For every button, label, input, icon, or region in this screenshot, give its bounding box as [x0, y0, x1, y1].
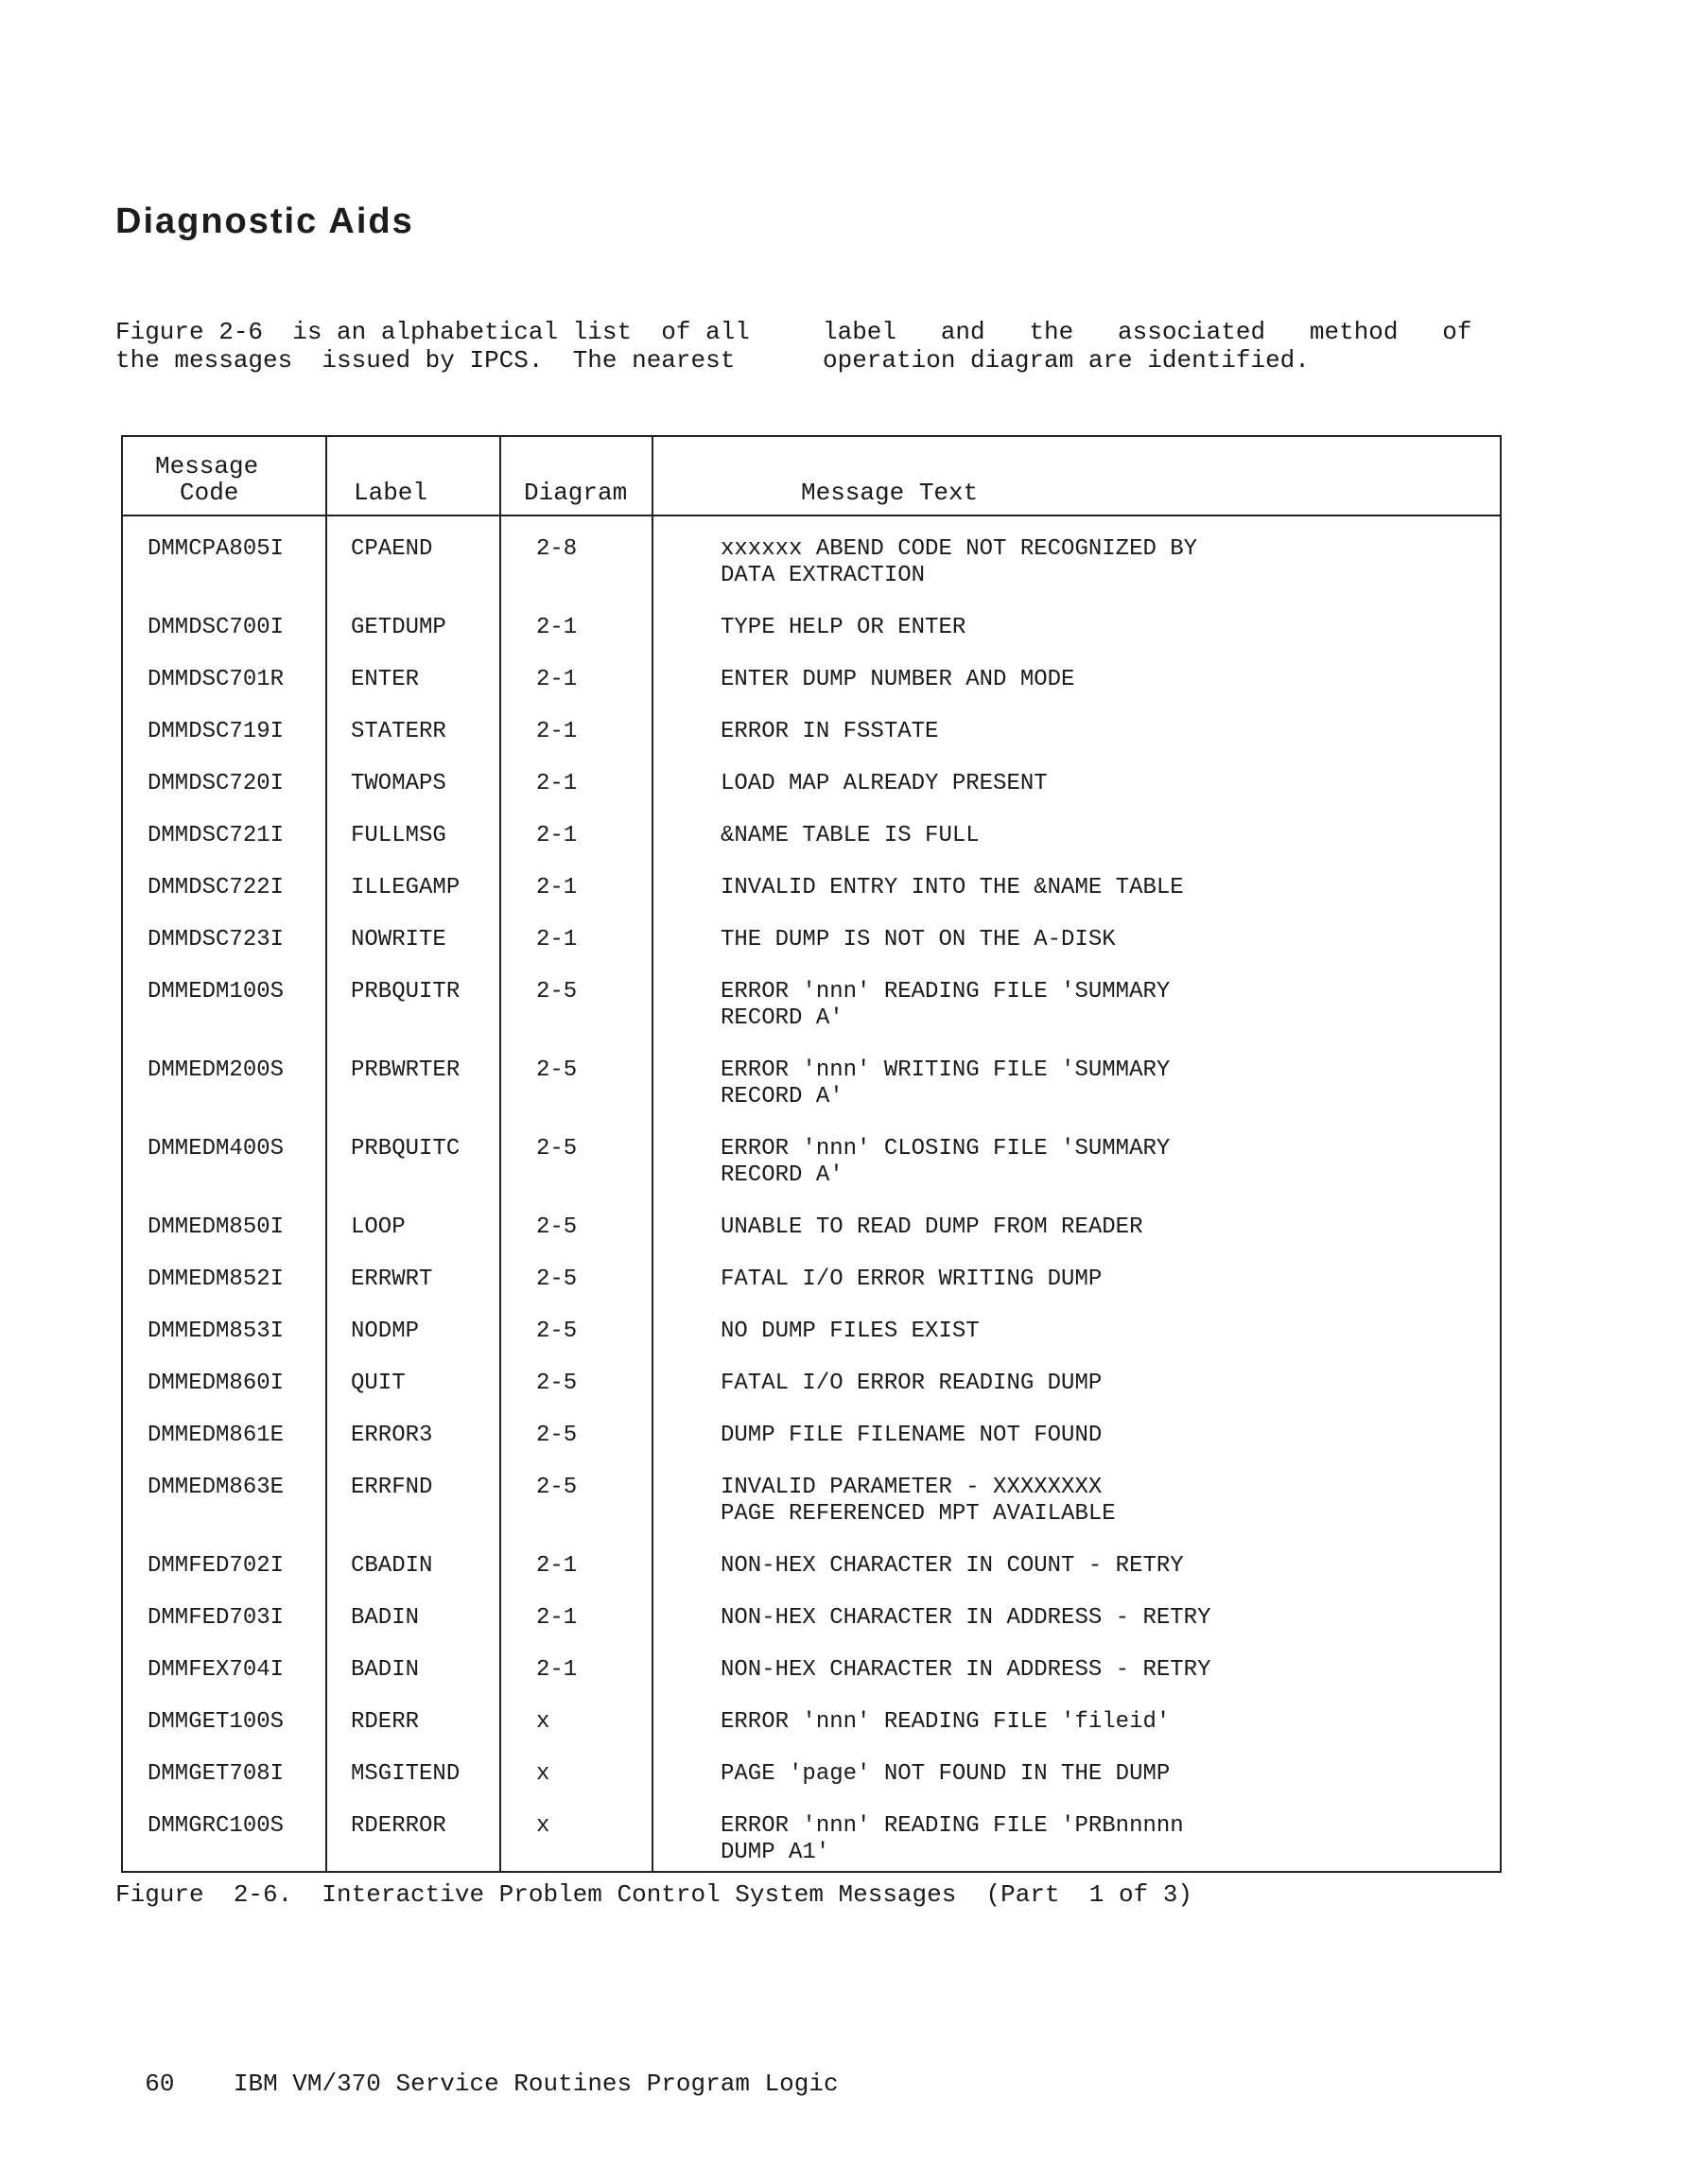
message-text-line: NON-HEX CHARACTER IN ADDRESS - RETRY — [721, 1657, 1211, 1683]
diagram-cell: 2-5 — [536, 1319, 578, 1344]
header-code-line2: Code — [180, 479, 239, 507]
label-cell: LOOP — [351, 1214, 406, 1240]
intro-paragraph — [115, 318, 1505, 375]
diagram-cell: 2-1 — [536, 927, 578, 952]
diagram-cell: x — [536, 1761, 550, 1787]
diagram-cell: 2-5 — [536, 979, 578, 1005]
message-text-line: ERROR 'nnn' CLOSING FILE 'SUMMARY — [721, 1136, 1171, 1162]
label-cell: ERROR3 — [351, 1423, 433, 1448]
message-code: DMMFEX704I — [148, 1657, 285, 1683]
message-code: DMMDSC723I — [148, 927, 285, 952]
label-cell: ERRWRT — [351, 1267, 433, 1292]
message-code: DMMEDM850I — [148, 1214, 285, 1240]
message-code: DMMEDM860I — [148, 1371, 285, 1396]
message-text-line: ERROR 'nnn' READING FILE 'SUMMARY — [721, 979, 1171, 1005]
label-cell: TWOMAPS — [351, 771, 446, 796]
message-code: DMMDSC719I — [148, 719, 285, 744]
header-diagram: Diagram — [524, 479, 628, 507]
header-code-line1: Message — [155, 452, 259, 480]
message-text-line: THE DUMP IS NOT ON THE A-DISK — [721, 927, 1116, 952]
message-code: DMMCPA805I — [148, 536, 285, 562]
message-code: DMMEDM200S — [148, 1057, 285, 1083]
diagram-cell: 2-1 — [536, 1657, 578, 1683]
label-cell: CPAEND — [351, 536, 433, 562]
header-message-text: Message Text — [801, 479, 979, 507]
message-code: DMMGRC100S — [148, 1813, 285, 1839]
figure-caption: Figure 2-6. Interactive Problem Control System Messages (Part 1 of 3) — [115, 1880, 1192, 1909]
message-code: DMMFED703I — [148, 1605, 285, 1631]
message-text-line: &NAME TABLE IS FULL — [721, 823, 980, 848]
message-code: DMMDSC722I — [148, 875, 285, 900]
diagram-cell: 2-8 — [536, 536, 578, 562]
label-cell: NOWRITE — [351, 927, 446, 952]
footer-page-number: 60 — [145, 2070, 175, 2098]
intro-line1-left: Figure 2-6 is an alphabetical list of all — [115, 318, 750, 346]
message-code: DMMDSC720I — [148, 771, 285, 796]
message-text-line: NO DUMP FILES EXIST — [721, 1319, 980, 1344]
message-code: DMMDSC721I — [148, 823, 285, 848]
message-text-line: TYPE HELP OR ENTER — [721, 615, 966, 640]
diagram-cell: 2-1 — [536, 719, 578, 744]
message-text-line: DUMP FILE FILENAME NOT FOUND — [721, 1423, 1103, 1448]
message-text-line: INVALID PARAMETER - XXXXXXXX — [721, 1475, 1103, 1500]
label-cell: BADIN — [351, 1657, 420, 1683]
label-cell: RDERR — [351, 1709, 420, 1735]
diagram-cell: 2-5 — [536, 1423, 578, 1448]
diagram-cell: x — [536, 1709, 550, 1735]
message-text-line: DATA EXTRACTION — [721, 563, 926, 588]
label-cell: ENTER — [351, 667, 420, 692]
message-text-line: ERROR 'nnn' READING FILE 'fileid' — [721, 1709, 1171, 1735]
message-code: DMMEDM861E — [148, 1423, 285, 1448]
label-cell: STATERR — [351, 719, 446, 744]
diagram-cell: 2-5 — [536, 1214, 578, 1240]
diagram-cell: 2-1 — [536, 771, 578, 796]
diagram-cell: 2-1 — [536, 823, 578, 848]
message-code: DMMDSC701R — [148, 667, 285, 692]
label-cell: QUIT — [351, 1371, 406, 1396]
diagram-cell: 2-5 — [536, 1136, 578, 1162]
message-code: DMMGET100S — [148, 1709, 285, 1735]
message-code: DMMDSC700I — [148, 615, 285, 640]
message-code: DMMGET708I — [148, 1761, 285, 1787]
label-cell: BADIN — [351, 1605, 420, 1631]
page-title: Diagnostic Aids — [115, 201, 414, 241]
message-text-line: NON-HEX CHARACTER IN COUNT - RETRY — [721, 1553, 1184, 1579]
label-cell: ILLEGAMP — [351, 875, 461, 900]
message-text-line: RECORD A' — [721, 1005, 844, 1031]
message-text-line: ENTER DUMP NUMBER AND MODE — [721, 667, 1075, 692]
message-text-line: LOAD MAP ALREADY PRESENT — [721, 771, 1048, 796]
message-code: DMMEDM400S — [148, 1136, 285, 1162]
message-text-line: UNABLE TO READ DUMP FROM READER — [721, 1214, 1143, 1240]
column-divider-diagram — [499, 437, 501, 1871]
message-text-line: INVALID ENTRY INTO THE &NAME TABLE — [721, 875, 1184, 900]
page-footer — [115, 2041, 839, 2098]
message-text-line: FATAL I/O ERROR WRITING DUMP — [721, 1267, 1103, 1292]
header-divider — [123, 515, 1500, 516]
diagram-cell: 2-1 — [536, 615, 578, 640]
label-cell: PRBQUITC — [351, 1136, 461, 1162]
label-cell: CBADIN — [351, 1553, 433, 1579]
column-divider-text — [652, 437, 653, 1871]
diagram-cell: 2-5 — [536, 1057, 578, 1083]
message-text-line: ERROR 'nnn' READING FILE 'PRBnnnnn — [721, 1813, 1184, 1839]
message-code: DMMFED702I — [148, 1553, 285, 1579]
footer-title: IBM VM/370 Service Routines Program Logic — [233, 2070, 839, 2098]
label-cell: NODMP — [351, 1319, 420, 1344]
diagram-cell: 2-1 — [536, 875, 578, 900]
label-cell: PRBQUITR — [351, 979, 461, 1005]
diagram-cell: x — [536, 1813, 550, 1839]
message-text-line: ERROR 'nnn' WRITING FILE 'SUMMARY — [721, 1057, 1171, 1083]
message-text-line: PAGE 'page' NOT FOUND IN THE DUMP — [721, 1761, 1171, 1787]
label-cell: MSGITEND — [351, 1761, 461, 1787]
label-cell: FULLMSG — [351, 823, 446, 848]
diagram-cell: 2-5 — [536, 1475, 578, 1500]
diagram-cell: 2-1 — [536, 1605, 578, 1631]
intro-line2-right: operation diagram are identified. — [823, 346, 1310, 375]
message-text-line: RECORD A' — [721, 1162, 844, 1188]
diagram-cell: 2-5 — [536, 1371, 578, 1396]
message-text-line: ERROR IN FSSTATE — [721, 719, 939, 744]
diagram-cell: 2-5 — [536, 1267, 578, 1292]
messages-table — [121, 435, 1502, 1873]
message-text-line: RECORD A' — [721, 1084, 844, 1109]
diagram-cell: 2-1 — [536, 1553, 578, 1579]
message-code: DMMEDM863E — [148, 1475, 285, 1500]
message-text-line: NON-HEX CHARACTER IN ADDRESS - RETRY — [721, 1605, 1211, 1631]
header-label: Label — [354, 479, 428, 507]
intro-line1-right: label and the associated method of — [823, 318, 1472, 346]
label-cell: PRBWRTER — [351, 1057, 461, 1083]
label-cell: ERRFND — [351, 1475, 433, 1500]
label-cell: GETDUMP — [351, 615, 446, 640]
diagram-cell: 2-1 — [536, 667, 578, 692]
message-text-line: PAGE REFERENCED MPT AVAILABLE — [721, 1501, 1116, 1527]
message-code: DMMEDM852I — [148, 1267, 285, 1292]
message-code: DMMEDM100S — [148, 979, 285, 1005]
message-code: DMMEDM853I — [148, 1319, 285, 1344]
intro-line2-left: the messages issued by IPCS. The nearest — [115, 346, 736, 375]
column-divider-label — [325, 437, 327, 1871]
message-text-line: DUMP A1' — [721, 1840, 830, 1865]
message-text-line: FATAL I/O ERROR READING DUMP — [721, 1371, 1103, 1396]
message-text-line: xxxxxx ABEND CODE NOT RECOGNIZED BY — [721, 536, 1198, 562]
label-cell: RDERROR — [351, 1813, 446, 1839]
